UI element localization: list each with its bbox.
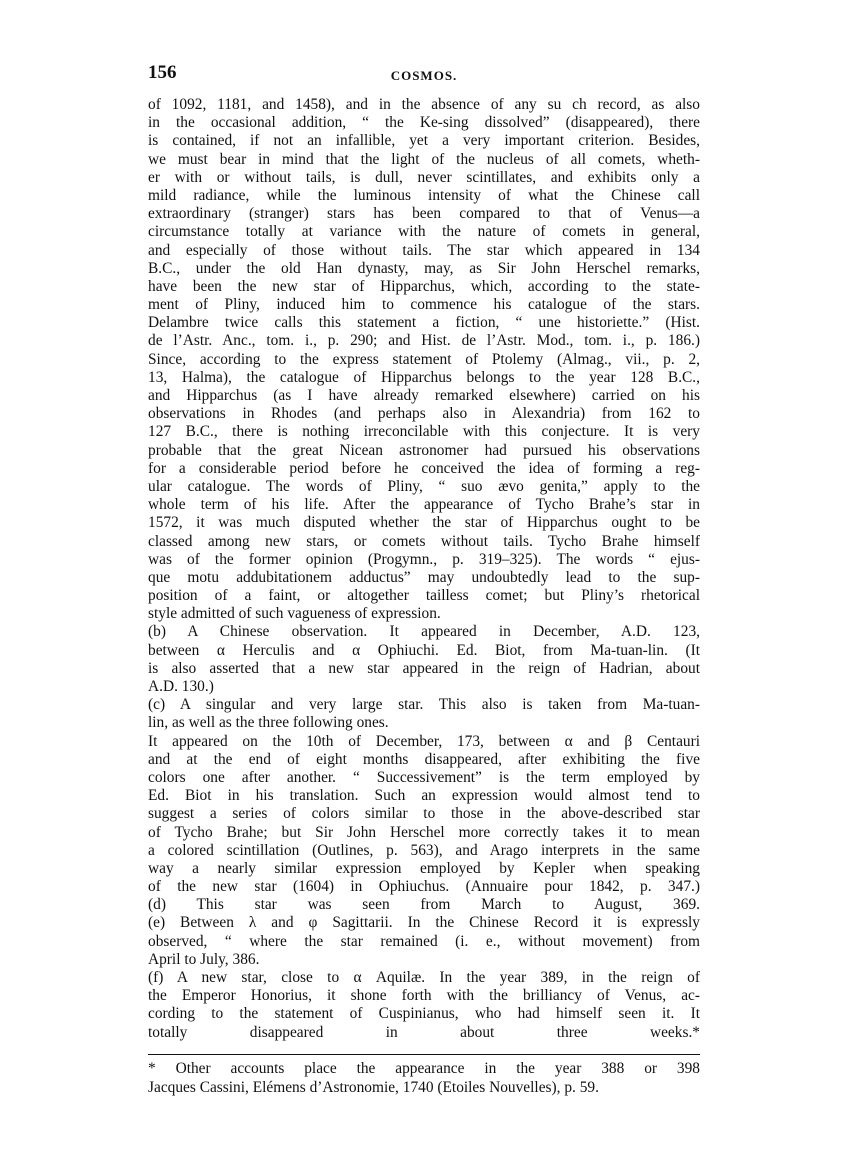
text-line: of Tycho Brahe; but Sir John Herschel more correctly takes it to mean <box>148 823 700 841</box>
footnote <box>148 1059 700 1097</box>
text-line: (e) Between λ and φ Sagittarii. In the Chinese Record it is expressly <box>148 914 700 932</box>
text-line: (d) This star was seen from March to August, 369. <box>148 896 700 914</box>
text-line: ular catalogue. The words of Pliny, “ suo ævo genita,” apply to the <box>148 477 700 495</box>
body-text <box>148 96 700 1042</box>
text-line: the Emperor Honorius, it shone forth with the brilliancy of Venus, ac- <box>148 987 700 1005</box>
text-line: er with or without tails, is dull, never scintillates, and exhibits only a <box>148 168 700 186</box>
text-line: and at the end of eight months disappeared, after exhibiting the five <box>148 750 700 768</box>
page-header <box>148 62 700 92</box>
text-line: It appeared on the 10th of December, 173, between α and β Centauri <box>148 732 700 750</box>
text-line: lin, as well as the three following ones. <box>148 714 389 732</box>
text-line: cording to the statement of Cuspinianus, who had himself seen it. It <box>148 1005 700 1023</box>
text-line: que motu addubitationem adductus” may undoubtedly lead to the sup- <box>148 568 700 586</box>
text-line: Delambre twice calls this statement a fiction, “ une historiette.” (Hist. <box>148 314 700 332</box>
text-line: suggest a series of colors similar to those in the above-described star <box>148 805 700 823</box>
footnote-line: Jacques Cassini, Elémens d’Astronomie, 1740 (Etoiles Nouvelles), p. 59. <box>148 1078 599 1096</box>
text-line: (b) A Chinese observation. It appeared in December, A.D. 123, <box>148 623 700 641</box>
text-line: position of a faint, or altogether tailless comet; but Pliny’s rhetorical <box>148 587 700 605</box>
text-line: Since, according to the express statement of Ptolemy (Almag., vii., p. 2, <box>148 350 700 368</box>
running-head: COSMOS. <box>390 68 458 83</box>
text-line: have been the new star of Hipparchus, which, according to the state- <box>148 277 700 295</box>
text-line: ment of Pliny, induced him to commence his catalogue of the stars. <box>148 296 700 314</box>
text-line: extraordinary (stranger) stars has been compared to that of Venus—a <box>148 205 700 223</box>
text-line: way a nearly similar expression employed by Kepler when speaking <box>148 859 700 877</box>
text-line: probable that the great Nicean astronomer had pursued his observations <box>148 441 700 459</box>
text-line: we must bear in mind that the light of the nucleus of all comets, wheth- <box>148 150 700 168</box>
text-line: 1572, it was much disputed whether the star of Hipparchus ought to be <box>148 514 700 532</box>
text-line: Ed. Biot in his translation. Such an expression would almost tend to <box>148 787 700 805</box>
text-line: whole term of his life. After the appearance of Tycho Brahe’s star in <box>148 496 700 514</box>
book-page <box>148 62 700 1097</box>
text-line: (f) A new star, close to α Aquilæ. In the year 389, in the reign of <box>148 969 700 986</box>
text-line: (c) A singular and very large star. This also is taken from Ma-tuan- <box>148 696 700 714</box>
text-line: for a considerable period before he conceived the idea of forming a reg- <box>148 459 700 477</box>
text-line: is contained, if not an infallible, yet a very important criterion. Besides, <box>148 132 700 150</box>
text-line: classed among new stars, or comets without tails. Tycho Brahe himself <box>148 532 700 550</box>
text-line: 127 B.C., there is nothing irreconcilable with this conjecture. It is very <box>148 423 700 441</box>
text-line: A.D. 130.) <box>148 678 214 695</box>
footnote-divider <box>148 1054 700 1055</box>
text-line: de l’Astr. Anc., tom. i., p. 290; and Hist. de l’Astr. Mod., tom. i., p. 186.) <box>148 332 700 350</box>
text-line: colors one after another. “ Successivement” is the term employed by <box>148 768 700 786</box>
text-line: April to July, 386. <box>148 950 260 968</box>
text-line: is also asserted that a new star appeared in the reign of Hadrian, about <box>148 659 700 677</box>
text-line: 13, Halma), the catalogue of Hipparchus belongs to the year 128 B.C., <box>148 368 700 386</box>
text-line: style admitted of such vagueness of expression. <box>148 605 441 623</box>
text-line: in the occasional addition, “ the Ke-sing dissolved” (disappeared), there <box>148 114 700 132</box>
text-line: observations in Rhodes (and perhaps also in Alexandria) from 162 to <box>148 405 700 423</box>
footnote-line: * Other accounts place the appearance in the year 388 or 398 <box>148 1059 700 1077</box>
text-line: observed, “ where the star remained (i. e., without movement) from <box>148 932 700 950</box>
text-line: totally disappeared in about three weeks.* <box>148 1023 700 1041</box>
text-line: and Hipparchus (as I have already remarked elsewhere) carried on his <box>148 387 700 404</box>
text-line: between α Herculis and α Ophiuchi. Ed. Biot, from Ma-tuan-lin. (It <box>148 641 700 659</box>
text-line: B.C., under the old Han dynasty, may, as Sir John Herschel remarks, <box>148 259 700 277</box>
text-line: and especially of those without tails. The star which appeared in 134 <box>148 241 700 259</box>
text-line: of 1092, 1181, and 1458), and in the absence of any su ch record, as also <box>148 96 700 113</box>
page-number: 156 <box>148 62 177 83</box>
text-line: of the new star (1604) in Ophiuchus. (Annuaire pour 1842, p. 347.) <box>148 878 700 896</box>
text-line: was of the former opinion (Progymn., p. 319–325). The words “ ejus- <box>148 550 700 568</box>
text-line: a colored scintillation (Outlines, p. 563), and Arago interprets in the same <box>148 841 700 859</box>
text-line: circumstance totally at variance with the nature of comets in general, <box>148 223 700 241</box>
text-line: mild radiance, while the luminous intensity of what the Chinese call <box>148 186 700 204</box>
